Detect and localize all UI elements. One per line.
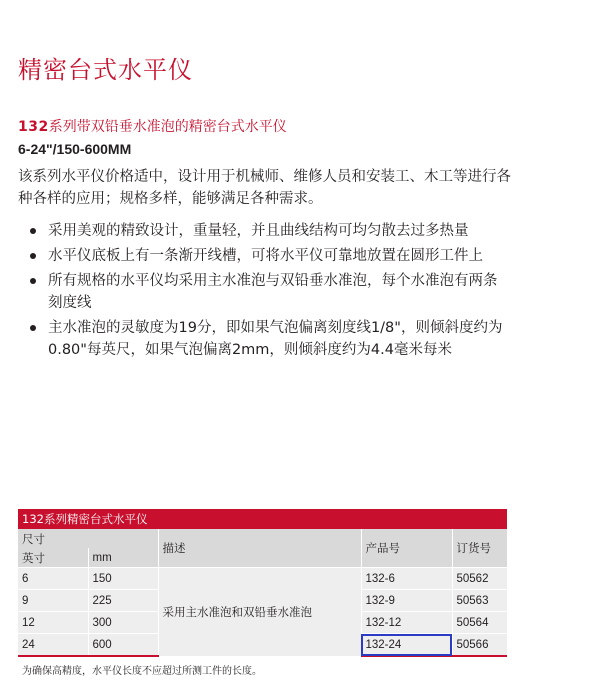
bullet-icon (30, 253, 36, 259)
table-row (18, 568, 507, 590)
product-subtitle (18, 116, 287, 136)
feature-item (30, 245, 510, 267)
feature-item (30, 220, 510, 242)
cell-mm: 150 (88, 568, 158, 590)
cell-order-no: 50563 (452, 590, 507, 612)
cell-order-no: 50566 (452, 634, 507, 657)
cell-product-no-highlighted[interactable]: 132-24 (361, 634, 452, 657)
page-title: 精密台式水平仪 (18, 56, 193, 84)
cell-mm: 300 (88, 612, 158, 634)
cell-product-no: 132-12 (361, 612, 452, 634)
feature-item (30, 317, 510, 361)
table-title: 132系列精密台式水平仪 (18, 509, 507, 529)
header-mm: mm (88, 548, 158, 568)
header-size-group: 尺寸 (18, 529, 158, 548)
header-description: 描述 (158, 529, 361, 568)
cell-mm: 225 (88, 590, 158, 612)
feature-text: 采用美观的精致设计，重量轻，并且曲线结构可均匀散去过多热量 (48, 223, 469, 239)
cell-product-no: 132-6 (361, 568, 452, 590)
bullet-icon (30, 325, 36, 331)
cell-description: 采用主水准泡和双铅垂水准泡 (158, 568, 361, 657)
cell-inch: 12 (18, 612, 88, 634)
header-product-no: 产品号 (361, 529, 452, 568)
header-order-no: 订货号 (452, 529, 507, 568)
cell-mm: 600 (88, 634, 158, 657)
footnote: 为确保高精度，水平仪长度不应超过所测工件的长度。 (22, 666, 262, 677)
size-range: 6-24"/150-600MM (18, 141, 132, 157)
subtitle-model-number: 132 (18, 119, 49, 135)
feature-text: 水平仪底板上有一条渐开线槽，可将水平仪可靠地放置在圆形工件上 (48, 248, 483, 264)
feature-item (30, 270, 510, 314)
cell-order-no: 50564 (452, 612, 507, 634)
spec-table (18, 529, 507, 657)
feature-text: 主水准泡的灵敏度为19分，即如果气泡偏离刻度线1/8"，则倾斜度约为0.80"每英尺，如果气泡偏离2mm，则倾斜度约为4.4毫米每米 (48, 320, 503, 358)
cell-order-no: 50562 (452, 568, 507, 590)
cell-inch: 6 (18, 568, 88, 590)
cell-inch: 9 (18, 590, 88, 612)
feature-text: 所有规格的水平仪均采用主水准泡与双铅垂水准泡，每个水准泡有两条刻度线 (48, 273, 498, 311)
cell-inch: 24 (18, 634, 88, 657)
intro-paragraph: 该系列水平仪价格适中，设计用于机械师、维修人员和安装工、木工等进行各种各样的应用；规格多样，能够满足各种需求。 (18, 169, 511, 207)
bullet-icon (30, 228, 36, 234)
spec-table-section (18, 509, 507, 657)
feature-list (30, 220, 510, 364)
bullet-icon (30, 278, 36, 284)
cell-product-no: 132-9 (361, 590, 452, 612)
subtitle-text: 系列带双铅垂水准泡的精密台式水平仪 (48, 119, 287, 135)
header-inch: 英寸 (18, 548, 88, 568)
